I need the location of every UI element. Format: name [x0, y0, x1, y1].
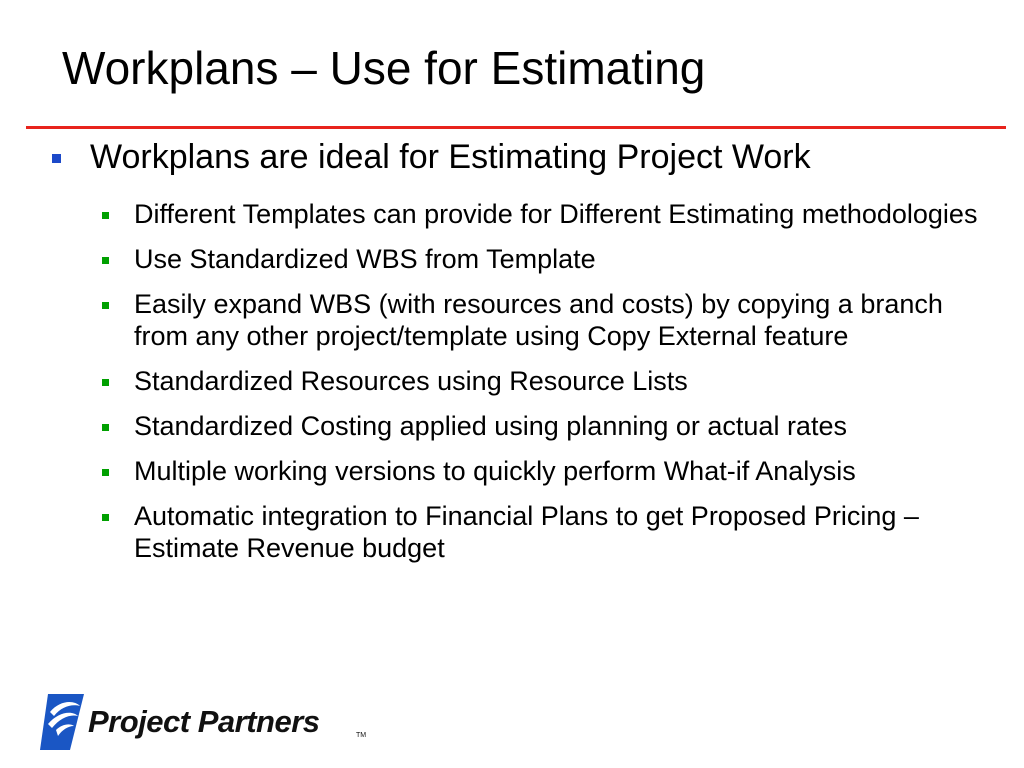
- sub-bullet-item: [100, 288, 990, 352]
- project-partners-logo-mark-icon: [40, 690, 86, 752]
- sub-bullet-item: [100, 455, 990, 487]
- main-bullet-text: Workplans are ideal for Estimating Project Work: [90, 138, 811, 176]
- title-divider: [26, 126, 1006, 129]
- sub-bullet-list: [100, 198, 990, 577]
- square-bullet-icon: [102, 469, 109, 476]
- square-bullet-icon: [102, 257, 109, 264]
- square-bullet-icon: [102, 302, 109, 309]
- sub-bullet-item: [100, 198, 990, 230]
- sub-bullet-text: Standardized Costing applied using planning or actual rates: [134, 411, 847, 441]
- company-logo: [40, 690, 380, 760]
- square-bullet-icon: [52, 154, 61, 163]
- sub-bullet-text: Different Templates can provide for Different Estimating methodologies: [134, 199, 978, 229]
- sub-bullet-text: Multiple working versions to quickly perform What-if Analysis: [134, 456, 856, 486]
- square-bullet-icon: [102, 379, 109, 386]
- sub-bullet-item: [100, 410, 990, 442]
- logo-wordmark: Project Partners: [88, 704, 320, 739]
- main-bullet-item: [50, 137, 1000, 177]
- sub-bullet-text: Use Standardized WBS from Template: [134, 244, 596, 274]
- sub-bullet-item: [100, 500, 990, 564]
- sub-bullet-text: Automatic integration to Financial Plans to get Proposed Pricing – Estimate Revenue budget: [134, 501, 919, 563]
- sub-bullet-item: [100, 365, 990, 397]
- main-bullet-list: [50, 137, 1000, 177]
- sub-bullet-item: [100, 243, 990, 275]
- sub-bullet-text: Standardized Resources using Resource Lists: [134, 366, 688, 396]
- square-bullet-icon: [102, 212, 109, 219]
- square-bullet-icon: [102, 424, 109, 431]
- logo-trademark: TM: [356, 732, 367, 739]
- slide-title: Workplans – Use for Estimating: [62, 42, 706, 94]
- square-bullet-icon: [102, 514, 109, 521]
- sub-bullet-text: Easily expand WBS (with resources and costs) by copying a branch from any other project/template using Copy External feature: [134, 289, 943, 351]
